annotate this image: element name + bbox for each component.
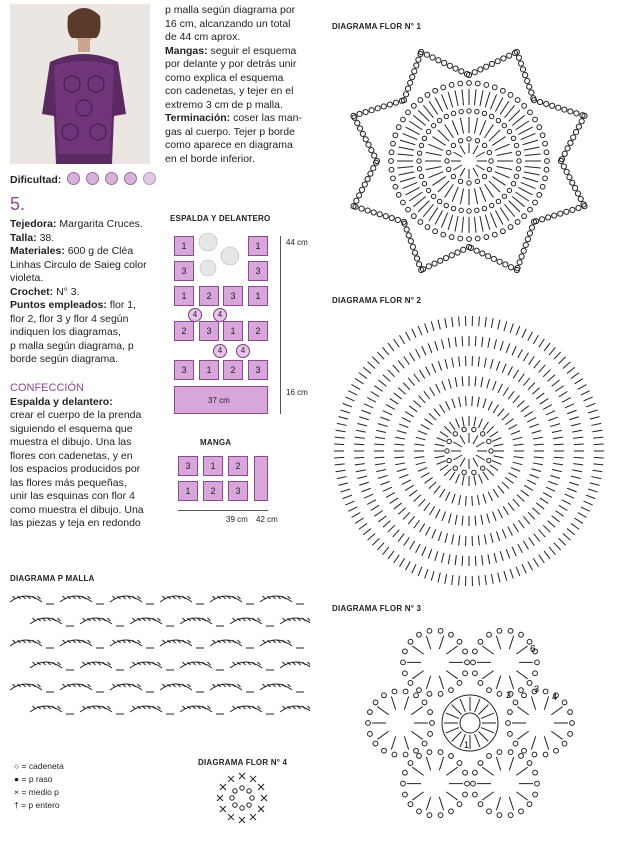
text-line: p malla según diagrama, p: [10, 339, 134, 352]
flower-cell: 1: [178, 481, 198, 501]
slip-stitch-icon: ●: [14, 774, 20, 784]
flor1-title: DIAGRAMA FLOR N° 1: [332, 22, 422, 31]
flower-cell: 2: [203, 481, 223, 501]
model-figure-icon: [10, 4, 150, 164]
flower-icon: [196, 230, 244, 280]
talla-label: Talla:: [10, 231, 37, 244]
flower-cell: 1: [203, 456, 223, 476]
chain-icon: ○: [14, 761, 20, 771]
flower-cell: 1: [248, 236, 268, 256]
schema-espalda-title: ESPALDA Y DELANTERO: [170, 214, 271, 223]
crochet-value: N° 3.: [53, 285, 80, 298]
legend-item: † = p entero: [14, 800, 60, 810]
tejedora-value: Margarita Cruces.: [56, 218, 143, 230]
confeccion-block: [10, 382, 158, 531]
text-line: las flores más pequeñas,: [10, 476, 127, 489]
flor3-number: 6: [530, 644, 536, 655]
dim-42: 42 cm: [256, 515, 278, 524]
text-line: como aparece en diagrama: [165, 139, 293, 151]
text-line: gas al cuerpo. Tejer p borde: [165, 125, 295, 138]
puntos-label: Puntos empleados:: [10, 299, 107, 311]
flower-cell: 1: [174, 286, 194, 306]
espalda-label: Espalda y delantero:: [10, 395, 113, 408]
flower-cell: 3: [174, 261, 194, 281]
flor4-title: DIAGRAMA FLOR N° 4: [198, 758, 288, 767]
text-line: borde según diagrama.: [10, 353, 118, 365]
text-line: violeta.: [10, 272, 44, 284]
crochet-label: Crochet:: [10, 285, 54, 298]
confeccion-heading: CONFECCIÓN: [10, 382, 84, 394]
puntos-value: flor 1,: [106, 299, 137, 311]
model-photo: [10, 4, 150, 164]
flor3-number: 1: [464, 740, 470, 750]
difficulty-row: [10, 172, 156, 188]
flor3-diagram: [360, 612, 580, 834]
flower-cell: 3: [248, 360, 268, 380]
text-line: muestra el dibujo. Una las: [10, 436, 132, 448]
flower-cell: 3: [223, 286, 243, 306]
flower-cell: 1: [248, 286, 268, 306]
flower-cell: 1: [223, 321, 243, 341]
flower-cell: 3: [228, 481, 248, 501]
legend-item: ● = p raso: [14, 774, 53, 784]
dim-44: 44 cm: [286, 238, 308, 247]
legend: [14, 760, 64, 812]
flor2-diagram: [326, 306, 612, 596]
yarn-ball-icon: [67, 172, 80, 185]
dim-16: 16 cm: [286, 388, 308, 397]
flor1-diagram: [326, 32, 612, 290]
text-line: p malla según diagrama por: [165, 4, 296, 16]
flower-cell: 2: [174, 321, 194, 341]
flower-cell: 2: [199, 286, 219, 306]
flower-cell: 3: [174, 360, 194, 380]
text-line: indiquen los diagramas,: [10, 326, 121, 338]
pattern-number: 5.: [10, 194, 26, 214]
flower-cell: 3: [248, 261, 268, 281]
mangas-label: Mangas:: [165, 44, 208, 57]
text-line: las piezas y teja en redondo: [10, 517, 141, 529]
flower-cell: 3: [199, 321, 219, 341]
text-line: flor 2, flor 3 y flor 4 según: [10, 312, 129, 325]
specs-block: [10, 218, 158, 367]
dim-37: 37 cm: [208, 396, 230, 405]
text-line: seguir el esquema: [207, 44, 297, 57]
tejedora-label: Tejedora:: [10, 218, 57, 230]
flower-cell: 3: [178, 456, 198, 476]
text-line: coser las man-: [230, 112, 302, 124]
flower-cell: 2: [248, 321, 268, 341]
difficulty-label: Dificultad:: [10, 174, 62, 186]
dim-39: 39 cm: [226, 515, 248, 524]
text-line: por delante y por detrás unir: [165, 58, 297, 70]
yarn-ball-icon: [105, 172, 118, 185]
single-crochet-icon: ×: [14, 787, 19, 797]
flower-cell: 2: [223, 360, 243, 380]
talla-value: 38.: [36, 231, 55, 244]
malla-diagram: [10, 586, 310, 724]
schema-manga-title: MANGA: [200, 438, 232, 447]
text-line: como muestra el dibujo. Una: [10, 503, 144, 516]
flor3-number: 3: [534, 684, 540, 694]
text-line: como explica el esquema: [165, 71, 284, 84]
text-line: Linhas Circulo de Saieg color: [10, 258, 147, 271]
terminacion-label: Terminación:: [165, 112, 231, 124]
flor4-diagram: [212, 770, 272, 826]
materiales-value: 600 g de Cléa: [64, 245, 134, 257]
text-line: crear el cuerpo de la prenda: [10, 409, 142, 421]
legend-item: ○ = cadeneta: [14, 761, 64, 771]
text-line: unir las esquinas con flor 4: [10, 490, 135, 502]
text-line: flores con cadenetas, y en: [10, 449, 133, 462]
text-line: en el borde inferior.: [165, 152, 255, 165]
text-line: 16 cm, alcanzando un total: [165, 17, 291, 30]
materiales-label: Materiales:: [10, 245, 65, 257]
double-crochet-icon: †: [14, 800, 19, 810]
top-instructions: [165, 4, 320, 166]
flor3-number: 2: [506, 690, 512, 700]
yarn-ball-icon: [124, 172, 137, 185]
flor3-title: DIAGRAMA FLOR N° 3: [332, 604, 422, 613]
yarn-ball-icon: [86, 172, 99, 185]
schema-manga: [174, 452, 294, 532]
flower-cell: 1: [174, 236, 194, 256]
flor3-number: 4: [552, 692, 558, 702]
text-line: los espacios producidos por: [10, 463, 141, 475]
text-line: con cadenetas, y tejer en el: [165, 85, 294, 97]
flor2-title: DIAGRAMA FLOR N° 2: [332, 296, 422, 305]
schema-espalda: 1 1 3 3 1 2 3 1 4 4 2 3 1 2 4 4 3 1 2 3 37 cm 44 cm 16 cm: [168, 228, 318, 418]
text-line: siguiendo el esquema que: [10, 422, 133, 435]
flower-cell: 1: [199, 360, 219, 380]
malla-title: DIAGRAMA P MALLA: [10, 574, 95, 583]
flower-cell: 2: [228, 456, 248, 476]
text-line: extremo 3 cm de p malla.: [165, 98, 283, 111]
text-line: de 44 cm aprox.: [165, 31, 241, 43]
legend-item: × = medio p: [14, 787, 59, 797]
yarn-ball-icon: [143, 172, 156, 185]
